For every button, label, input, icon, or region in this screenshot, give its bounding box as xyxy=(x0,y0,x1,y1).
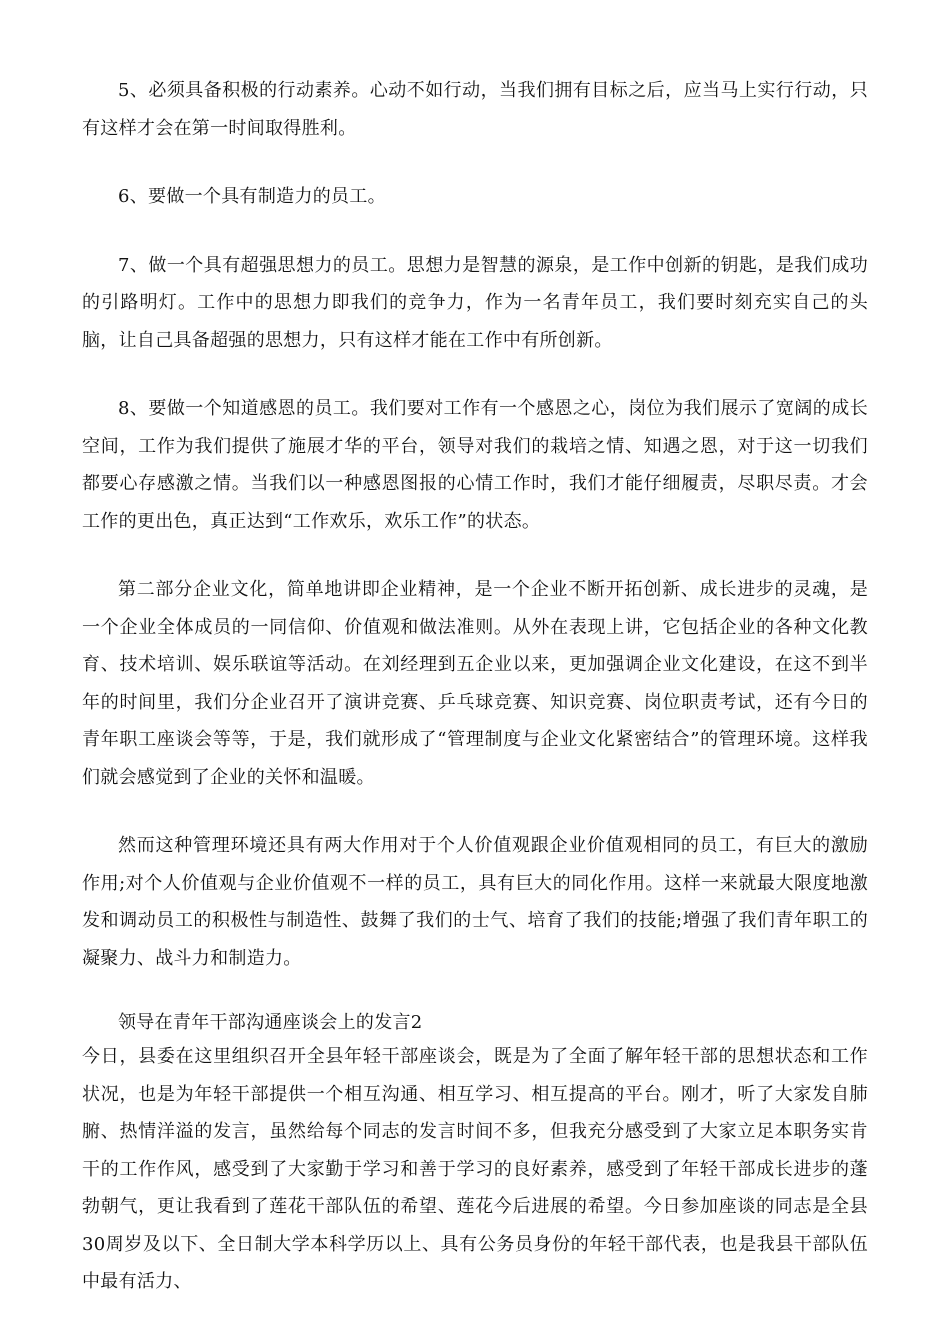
paragraph-corporate-culture: 第二部分企业文化，简单地讲即企业精神，是一个企业不断开拓创新、成长进步的灵魂，是一个企业全体成员的一同信仰、价值观和做法准则。从外在表现上讲，它包括企业的各种文化教育、技术培训、娱乐联谊等活动。在刘经理到五企业以来，更加强调企业文化建设，在这不到半年的时间里，我们分企业召开了演讲竞赛、乒乓球竞赛、知识竞赛、岗位职责考试，还有今日的青年职工座谈会等等，于是，我们就形成了“管理制度与企业文化紧密结合”的管理环境。这样我们就会感觉到了企业的关怀和温暖。 xyxy=(82,579,868,788)
paragraph-management-effects: 然而这种管理环境还具有两大作用对于个人价值观跟企业价值观相同的员工，有巨大的激励作用;对个人价值观与企业价值观不一样的员工，具有巨大的同化作用。这样一来就最大限度地激发和调动员工的积极性与制造性、鼓舞了我们的士气、培育了我们的技能;增强了我们青年职工的凝聚力、战斗力和制造力。 xyxy=(82,835,868,969)
paragraph-item-7: 7、做一个具有超强思想力的员工。思想力是智慧的源泉，是工作中创新的钥匙，是我们成功的引路明灯。工作中的思想力即我们的竞争力，作为一名青年员工，我们要时刻充实自己的头脑，让自己具备超强的思想力，只有这样才能在工作中有所创新。 xyxy=(82,254,868,351)
section-title-speech-2: 领导在青年干部沟通座谈会上的发言2 xyxy=(118,1012,423,1033)
document-page xyxy=(82,72,868,1301)
paragraph-item-5: 5、必须具备积极的行动素养。心动不如行动，当我们拥有目标之后，应当马上实行行动，只有这样才会在第一时间取得胜利。 xyxy=(82,80,868,139)
paragraph-item-6: 6、要做一个具有制造力的员工。 xyxy=(118,186,386,207)
paragraph-item-8: 8、要做一个知道感恩的员工。我们要对工作有一个感恩之心，岗位为我们展示了宽阔的成长空间，工作为我们提供了施展才华的平台，领导对我们的栽培之情、知遇之恩，对于这一切我们都要心存感激之情。当我们以一种感恩图报的心情工作时，我们才能仔细履责，尽职尽责。才会工作的更出色，真正达到“工作欢乐，欢乐工作”的状态。 xyxy=(82,398,868,532)
paragraph-speech-body: 今日，县委在这里组织召开全县年轻干部座谈会，既是为了全面了解年轻干部的思想状态和工作状况，也是为年轻干部提供一个相互沟通、相互学习、相互提高的平台。刚才，听了大家发自肺腑、热情洋溢的发言，虽然给每个同志的发言时间不多，但我充分感受到了大家立足本职务实肯干的工作作风，感受到了大家勤于学习和善于学习的良好素养，感受到了年轻干部成长进步的蓬勃朝气，更让我看到了莲花干部队伍的希望、莲花今后进展的希望。今日参加座谈的同志是全县30周岁及以下、全日制大学本科学历以上、具有公务员身份的年轻干部代表，也是我县干部队伍中最有活力、 xyxy=(82,1046,868,1292)
